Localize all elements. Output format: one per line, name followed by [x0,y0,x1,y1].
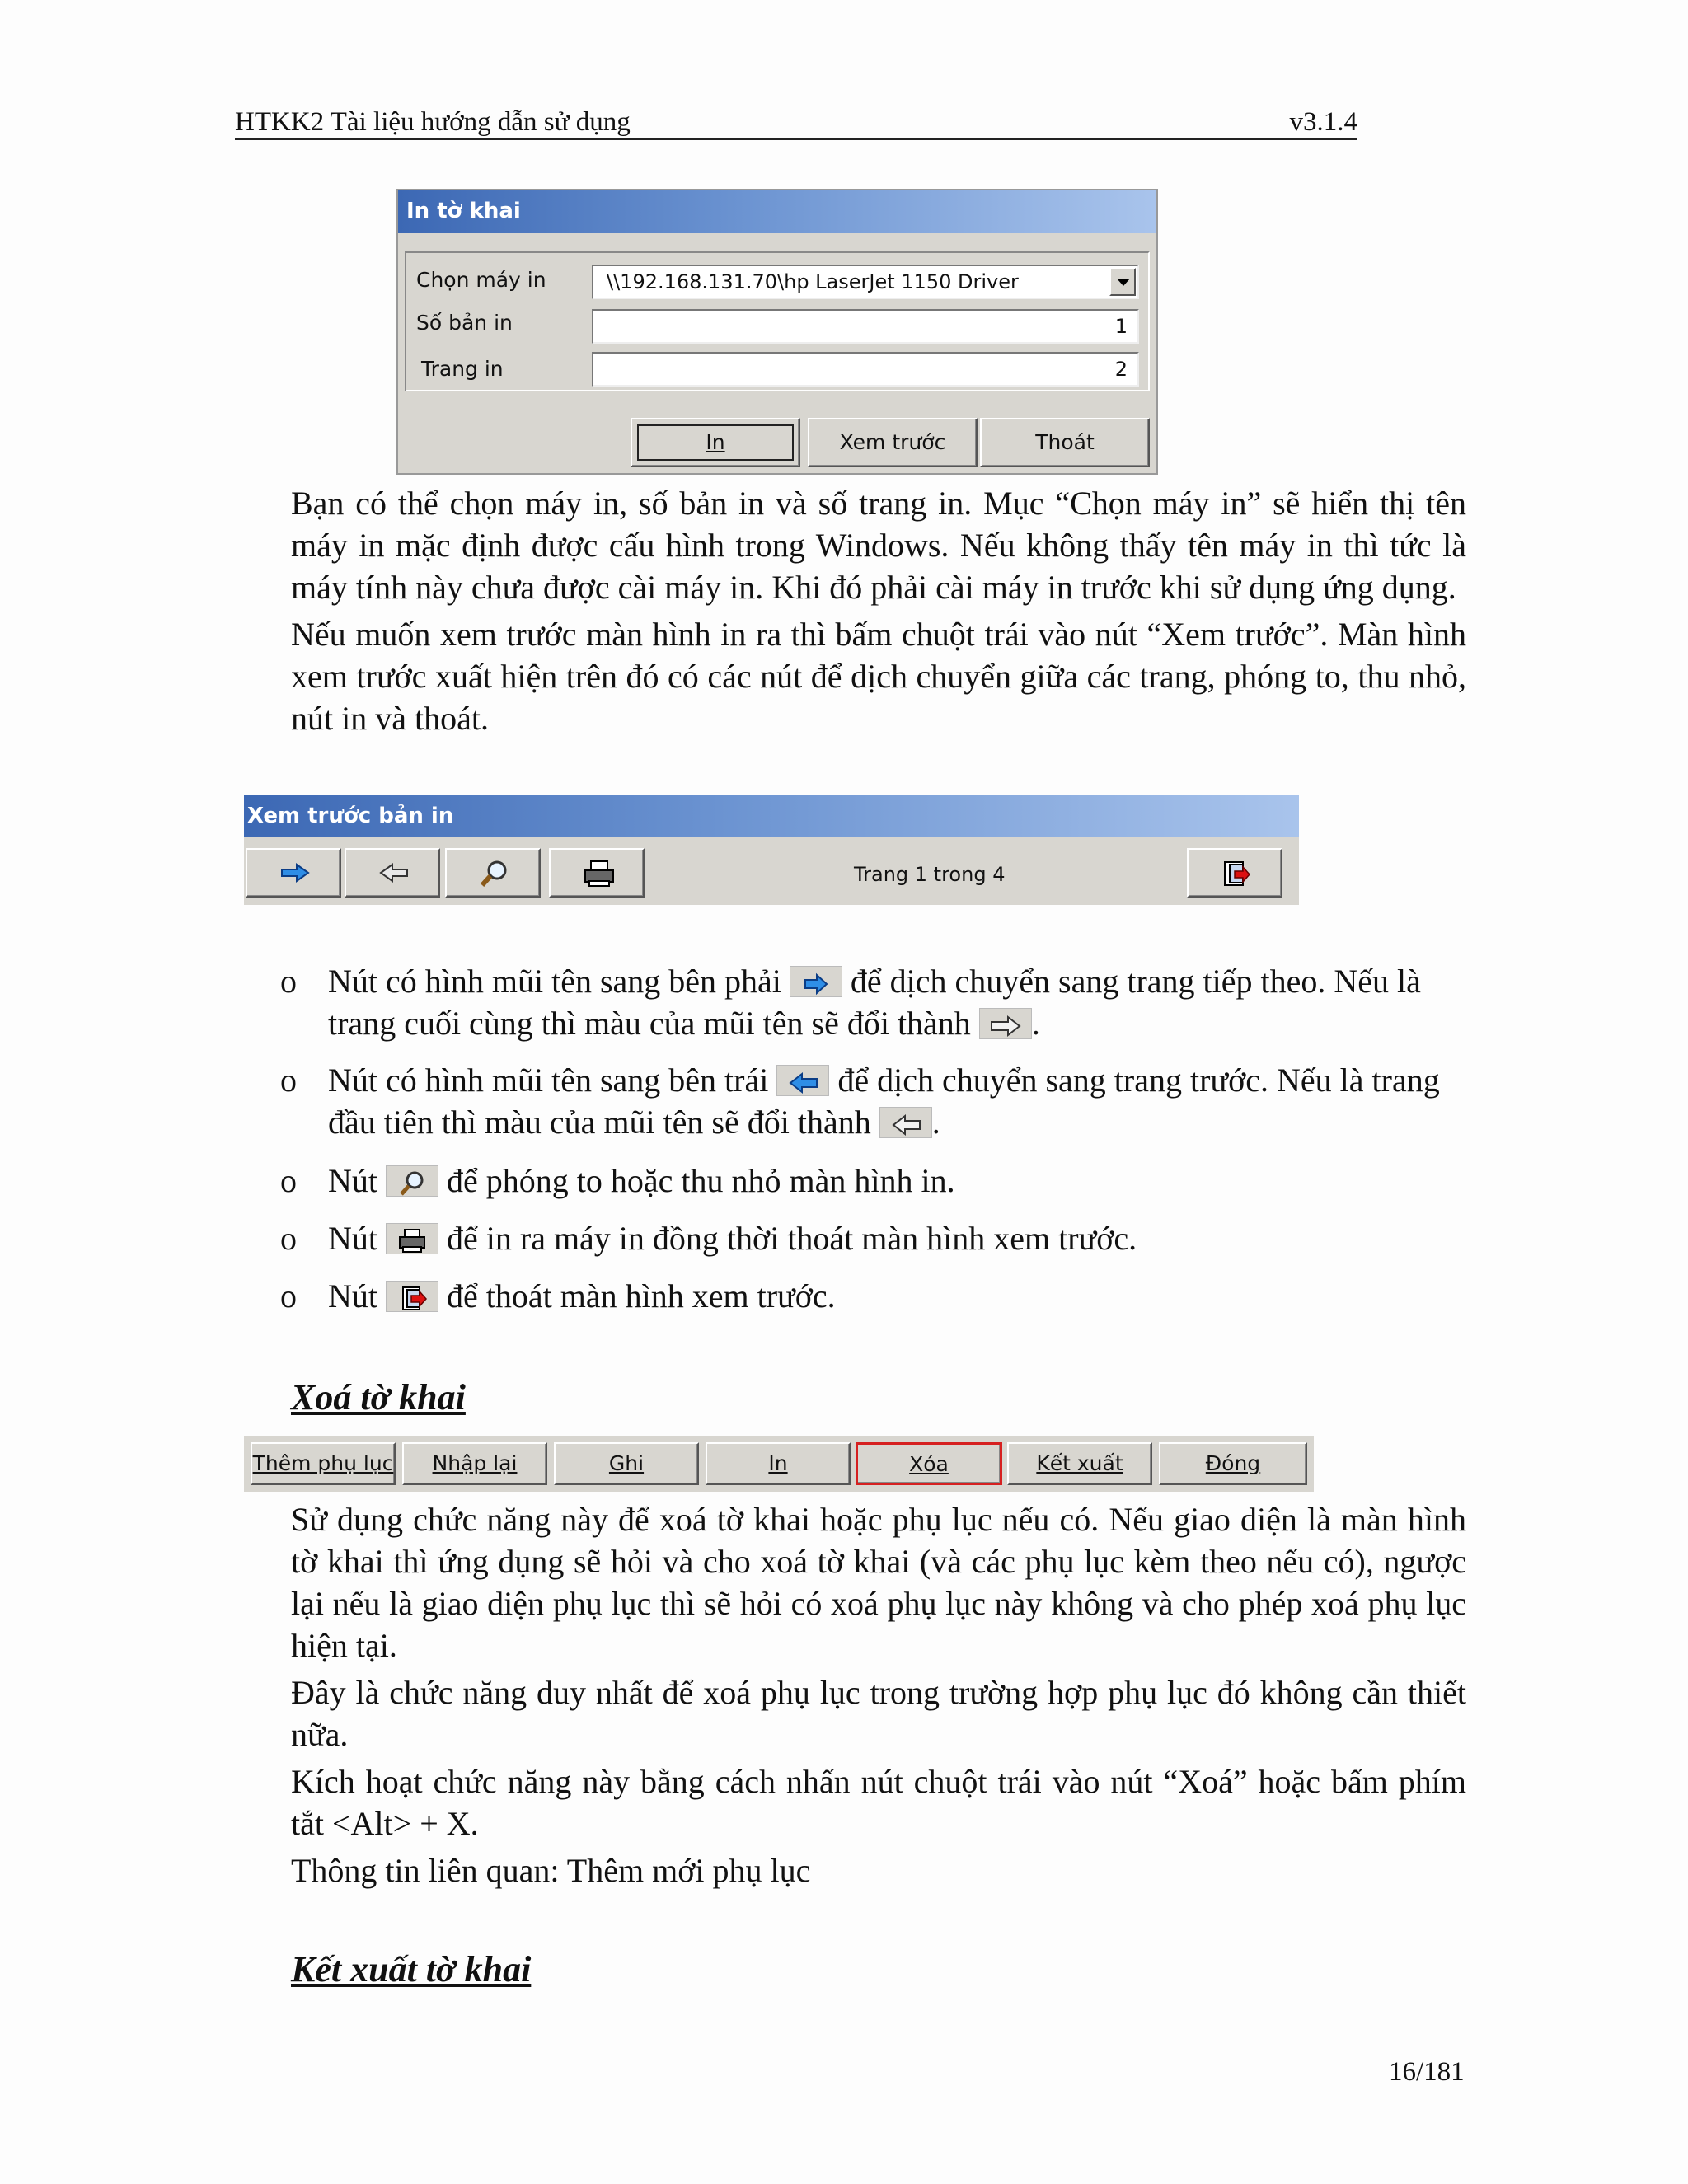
page-header [235,105,1357,140]
page-status: Trang 1 trong 4 [854,863,1006,886]
page-number: 16/181 [1389,2057,1465,2087]
paragraph-related-info: Thông tin liên quan: Thêm mới phụ lục [291,1852,811,1889]
printer-select[interactable] [592,265,1139,299]
print-dialog [396,189,1158,475]
preview-button[interactable]: Xem trước [808,418,978,467]
print-dialog-fields-panel [405,251,1150,391]
next-page-button[interactable] [246,848,341,898]
print-preview-button[interactable] [549,848,645,898]
printer-icon [386,1223,438,1254]
print-dialog-title: In tờ khai [398,190,1156,233]
pages-label: Trang in [421,357,504,381]
exit-door-icon [386,1281,438,1312]
exit-door-icon [1221,860,1251,893]
arrow-right-disabled-icon [979,1008,1032,1039]
document-title: HTKK2 Tài liệu hướng dẫn sử dụng [235,107,631,137]
chevron-down-icon[interactable] [1109,268,1136,296]
copies-label: Số bản in [416,311,513,335]
document-version: v3.1.4 [1289,107,1357,137]
arrow-left-icon [379,863,409,888]
delete-button[interactable]: Xóa [856,1442,1002,1485]
preview-window [244,795,1299,905]
print-button[interactable]: In [631,418,800,467]
magnifier-icon [480,860,509,893]
arrow-left-disabled-icon [879,1107,932,1138]
intro-text [291,482,1466,739]
printer-icon [584,860,615,893]
close-preview-button[interactable] [1187,848,1282,898]
paragraph-printer-selection: Bạn có thể chọn máy in, số bản in và số trang in. Mục “Chọn máy in” sẽ hiển thị tên máy in mặc định được cấu hình trong Windows. Nếu không thấy tên máy in thì tức là máy tính này chưa được cài máy in. Khi đó phải cài máy in trước khi sử dụng ứng dụng. [291,485,1466,606]
arrow-right-icon [280,863,310,888]
section-heading-export: Kết xuất tờ khai [291,1949,532,1990]
copies-input[interactable] [592,309,1139,344]
save-button[interactable]: Ghi [554,1442,699,1485]
copies-value: 1 [1114,315,1128,338]
paragraph-delete-shortcut: Kích hoạt chức năng này bằng cách nhấn nút chuột trái vào nút “Xoá” hoặc bấm phím tắt <Alt> + X. [291,1763,1466,1842]
paragraph-delete-usage: Sử dụng chức năng này để xoá tờ khai hoặc phụ lục nếu có. Nếu giao diện là màn hình tờ khai thì ứng dụng sẽ hỏi và cho xoá tờ khai (và các phụ lục kèm theo nếu có), ngược lại nếu là giao diện phụ lục thì sẽ hỏi có xoá phụ lục này không và cho phép xoá phụ lục hiện tại. [291,1501,1466,1664]
printer-select-value: \\192.168.131.70\hp LaserJet 1150 Driver [607,270,1019,293]
print-button[interactable]: In [706,1442,851,1485]
pages-value: 2 [1114,358,1128,381]
paragraph-preview: Nếu muốn xem trước màn hình in ra thì bấm chuột trái vào nút “Xem trước”. Màn hình xem trước xuất hiện trên đó có các nút để dịch chuyển giữa các trang, phóng to, thu nhỏ, nút in và thoát. [291,616,1466,737]
arrow-right-icon [790,966,842,997]
close-button[interactable]: Đóng [1159,1442,1307,1485]
add-appendix-button[interactable]: Thêm phụ lục [251,1442,396,1485]
bullet-list: o Nút có hình mũi tên sang bên phải để dịch chuyển sang trang tiếp theo. Nếu là trang cuối cùng thì màu của mũi tên sẽ đổi thành . o Nút có hình mũi tên sang bên trái để dịch chuyển sang trang trước. Nếu là trang đầu tiên thì màu của mũi tên sẽ đổi thành . o Nút để phóng to hoặc thu nhỏ màn hình in. o Nút để in ra máy in đồng thời thoát màn hình xem trước. o Nút để thoát màn hình xem trước. [280,963,1440,1315]
exit-button[interactable]: Thoát [980,418,1150,467]
delete-section-text [291,1498,1466,1891]
preview-window-title: Xem trước bản in [244,795,1299,837]
export-button[interactable]: Kết xuất [1007,1442,1152,1485]
magnifier-icon [386,1165,438,1197]
reenter-button[interactable]: Nhập lại [402,1442,547,1485]
pages-input[interactable] [592,352,1139,387]
printer-label: Chọn máy in [416,268,546,292]
zoom-button[interactable] [445,848,541,898]
form-toolbar [244,1436,1314,1492]
paragraph-delete-only: Đây là chức năng duy nhất để xoá phụ lục trong trường hợp phụ lục đó không cần thiết nữa. [291,1674,1466,1753]
arrow-left-icon [776,1065,829,1096]
previous-page-button[interactable] [345,848,440,898]
section-heading-delete: Xoá tờ khai [291,1377,466,1418]
